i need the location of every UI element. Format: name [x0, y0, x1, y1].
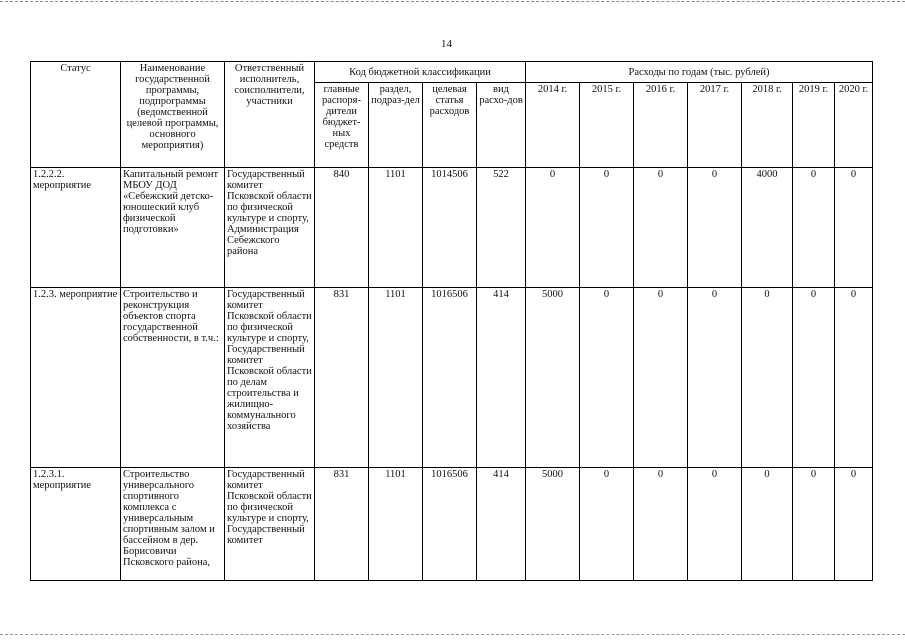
row-code-section: 1101	[369, 168, 423, 288]
row-value-2020: 0	[835, 168, 873, 288]
header-row-1	[31, 62, 873, 83]
header-year-2018: 2018 г.	[742, 83, 793, 168]
top-dashed-edge	[0, 1, 905, 2]
header-name: Наименование государственной программы, подпрограммы (ведомственной целевой программы, основного мероприятия)	[121, 62, 225, 168]
row-executor: Государственный комитет Псковской области по физической культуре и спорту, Администрация Себежского района	[225, 168, 315, 288]
row-value-2016: 0	[634, 468, 688, 581]
header-year-2020: 2020 г.	[835, 83, 873, 168]
row-code-grbs: 831	[315, 468, 369, 581]
table-row	[31, 288, 873, 468]
table-row	[31, 168, 873, 288]
row-value-2016: 0	[634, 168, 688, 288]
header-year-2017: 2017 г.	[688, 83, 742, 168]
row-name: Капитальный ремонт МБОУ ДОД «Себежский детско-юношеский клуб физической подготовки»	[121, 168, 225, 288]
row-value-2014: 5000	[526, 468, 580, 581]
row-name: Строительство и реконструкция объектов спорта государственной собственности, в т.ч.:	[121, 288, 225, 468]
header-year-2019: 2019 г.	[793, 83, 835, 168]
row-code-article: 1014506	[423, 168, 477, 288]
row-value-2019: 0	[793, 468, 835, 581]
row-value-2015: 0	[580, 468, 634, 581]
header-section: раздел, подраз-дел	[369, 83, 423, 168]
row-code-grbs: 831	[315, 288, 369, 468]
row-value-2017: 0	[688, 468, 742, 581]
row-status: 1.2.3. мероприятие	[31, 288, 121, 468]
row-status: 1.2.2.2. мероприятие	[31, 168, 121, 288]
row-value-2020: 0	[835, 468, 873, 581]
row-code-type: 522	[477, 168, 526, 288]
row-code-type: 414	[477, 468, 526, 581]
header-expense-type: вид расхо-дов	[477, 83, 526, 168]
row-value-2019: 0	[793, 288, 835, 468]
row-code-article: 1016506	[423, 288, 477, 468]
row-status: 1.2.3.1. мероприятие	[31, 468, 121, 581]
row-code-section: 1101	[369, 288, 423, 468]
row-value-2016: 0	[634, 288, 688, 468]
page-number: 14	[441, 38, 452, 50]
row-executor: Государственный комитет Псковской области по физической культуре и спорту, Государственный комитет Псковской области по делам строительства и жилищно-коммунального хозяйства	[225, 288, 315, 468]
table-row	[31, 468, 873, 581]
header-expenses: Расходы по годам (тыс. рублей)	[526, 62, 873, 83]
header-year-2016: 2016 г.	[634, 83, 688, 168]
budget-table	[30, 61, 873, 581]
row-value-2014: 5000	[526, 288, 580, 468]
row-value-2020: 0	[835, 288, 873, 468]
row-value-2018: 4000	[742, 168, 793, 288]
row-value-2018: 0	[742, 288, 793, 468]
header-status: Статус	[31, 62, 121, 168]
header-target-article: целевая статья расходов	[423, 83, 477, 168]
header-grbs: главные распоря-дители бюджет-ных средств	[315, 83, 369, 168]
row-value-2018: 0	[742, 468, 793, 581]
row-value-2019: 0	[793, 168, 835, 288]
header-executor: Ответственный исполнитель, соисполнители, участники	[225, 62, 315, 168]
row-code-section: 1101	[369, 468, 423, 581]
row-code-type: 414	[477, 288, 526, 468]
row-value-2015: 0	[580, 168, 634, 288]
row-value-2017: 0	[688, 168, 742, 288]
row-code-grbs: 840	[315, 168, 369, 288]
bottom-dashed-edge	[0, 634, 905, 635]
header-year-2015: 2015 г.	[580, 83, 634, 168]
row-name: Строительство универсального спортивного комплекса с универсальным спортивным залом и бассейном в дер. Борисовичи Псковского района,	[121, 468, 225, 581]
header-year-2014: 2014 г.	[526, 83, 580, 168]
row-value-2015: 0	[580, 288, 634, 468]
row-value-2017: 0	[688, 288, 742, 468]
row-value-2014: 0	[526, 168, 580, 288]
header-budget-code: Код бюджетной классификации	[315, 62, 526, 83]
row-code-article: 1016506	[423, 468, 477, 581]
row-executor: Государственный комитет Псковской области по физической культуре и спорту, Государственный комитет	[225, 468, 315, 581]
